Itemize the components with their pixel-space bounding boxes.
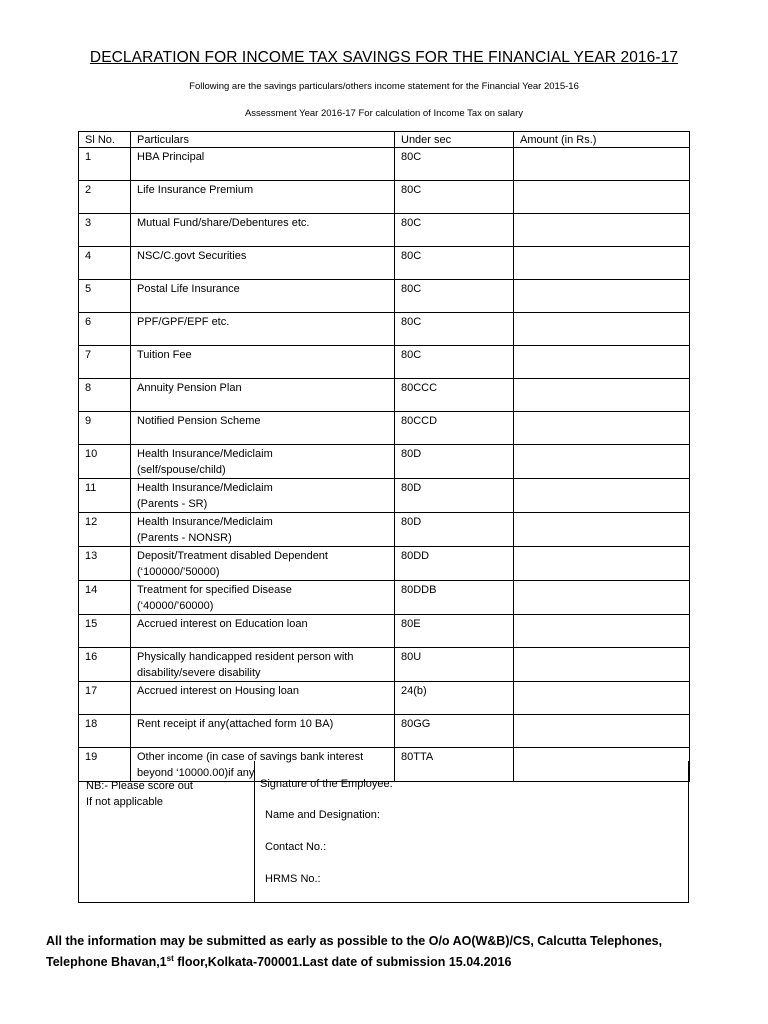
- particulars-line: (Parents - SR): [137, 497, 208, 510]
- cell-sl-no: 15: [79, 615, 131, 648]
- cell-particulars: [131, 379, 395, 412]
- note-superscript: st: [166, 954, 174, 963]
- cell-particulars: [131, 581, 395, 615]
- particulars-line: Health Insurance/Mediclaim: [137, 448, 273, 460]
- cell-under-sec: 80DDB: [395, 581, 514, 615]
- cell-amount[interactable]: [514, 214, 690, 247]
- cell-amount[interactable]: [514, 247, 690, 280]
- footer-box: [78, 761, 689, 903]
- particulars-line: (Parents - NONSR): [137, 531, 232, 544]
- table-header-row: [79, 132, 690, 148]
- particulars-line: (‘100000/’50000): [137, 565, 220, 578]
- cell-sl-no: 8: [79, 379, 131, 412]
- subtitle-financial-year: Following are the savings particulars/others income statement for the Financial Year 2015-16: [189, 81, 579, 92]
- cell-under-sec: 80E: [395, 615, 514, 648]
- table-body: [79, 148, 690, 782]
- submission-note: [46, 932, 726, 971]
- cell-sl-no: 18: [79, 715, 131, 748]
- cell-particulars: [131, 412, 395, 445]
- particulars-line: Accrued interest on Education loan: [137, 618, 308, 630]
- cell-sl-no: 17: [79, 682, 131, 715]
- cell-under-sec: 80C: [395, 148, 514, 181]
- cell-amount[interactable]: [514, 479, 690, 513]
- header-amount: Amount (in Rs.): [514, 132, 690, 148]
- cell-particulars: [131, 682, 395, 715]
- cell-particulars: [131, 280, 395, 313]
- cell-particulars: [131, 513, 395, 547]
- particulars-line: Health Insurance/Mediclaim: [137, 516, 273, 528]
- cell-particulars: [131, 648, 395, 682]
- particulars-line: Postal Life Insurance: [137, 283, 240, 295]
- nb-line-1: NB:- Please score out: [86, 780, 193, 792]
- particulars-line: Other income (in case of savings bank interest: [137, 751, 364, 763]
- particulars-line: Mutual Fund/share/Debentures etc.: [137, 217, 310, 229]
- cell-particulars: [131, 479, 395, 513]
- particulars-line: Physically handicapped resident person with: [137, 651, 354, 663]
- cell-amount[interactable]: [514, 379, 690, 412]
- header-particulars: Particulars: [131, 132, 395, 148]
- table-row: [79, 715, 690, 748]
- table-row: [79, 445, 690, 479]
- table-row: [79, 280, 690, 313]
- hrms-no-label: HRMS No.:: [265, 873, 321, 885]
- table-row: [79, 648, 690, 682]
- cell-sl-no: 2: [79, 181, 131, 214]
- cell-under-sec: 80CCC: [395, 379, 514, 412]
- table-row: [79, 247, 690, 280]
- cell-under-sec: 80U: [395, 648, 514, 682]
- table-row: [79, 346, 690, 379]
- cell-sl-no: 5: [79, 280, 131, 313]
- particulars-line: HBA Principal: [137, 151, 205, 163]
- cell-under-sec: 80TTA: [395, 748, 514, 782]
- particulars-line: Annuity Pension Plan: [137, 382, 242, 394]
- cell-amount[interactable]: [514, 412, 690, 445]
- cell-amount[interactable]: [514, 445, 690, 479]
- cell-sl-no: 10: [79, 445, 131, 479]
- header-sl-no: Sl No.: [79, 132, 131, 148]
- cell-under-sec: 80C: [395, 313, 514, 346]
- cell-particulars: [131, 214, 395, 247]
- signature-label: Signature of the Employee:: [260, 778, 393, 790]
- particulars-line: Health Insurance/Mediclaim: [137, 482, 273, 494]
- cell-sl-no: 11: [79, 479, 131, 513]
- cell-sl-no: 9: [79, 412, 131, 445]
- cell-sl-no: 14: [79, 581, 131, 615]
- cell-particulars: [131, 445, 395, 479]
- particulars-line: Tuition Fee: [137, 349, 192, 361]
- cell-sl-no: 4: [79, 247, 131, 280]
- cell-amount[interactable]: [514, 313, 690, 346]
- cell-sl-no: 16: [79, 648, 131, 682]
- cell-under-sec: 80D: [395, 479, 514, 513]
- particulars-line: NSC/C.govt Securities: [137, 250, 247, 262]
- cell-particulars: [131, 181, 395, 214]
- particulars-line: Deposit/Treatment disabled Dependent: [137, 550, 328, 562]
- table-row: [79, 513, 690, 547]
- contact-no-label: Contact No.:: [265, 841, 327, 853]
- cell-amount[interactable]: [514, 581, 690, 615]
- cell-amount[interactable]: [514, 615, 690, 648]
- cell-under-sec: 80GG: [395, 715, 514, 748]
- nb-line-2: If not applicable: [86, 796, 164, 808]
- cell-amount[interactable]: [514, 682, 690, 715]
- document-title: DECLARATION FOR INCOME TAX SAVINGS FOR THE FINANCIAL YEAR 2016-17: [89, 49, 679, 66]
- cell-particulars: [131, 313, 395, 346]
- cell-sl-no: 3: [79, 214, 131, 247]
- particulars-line: Accrued interest on Housing loan: [137, 685, 300, 697]
- particulars-line: beyond ‘10000.00)if any: [137, 766, 255, 779]
- cell-amount[interactable]: [514, 547, 690, 581]
- table-row: [79, 479, 690, 513]
- cell-under-sec: 80C: [395, 280, 514, 313]
- nb-note: [86, 778, 193, 810]
- cell-under-sec: 24(b): [395, 682, 514, 715]
- note-part-1: All the information may be submitted as early as possible to the O/o AO(W&B)/CS, Calcutta Telephones, Telephone Bhavan,1: [46, 934, 663, 970]
- cell-sl-no: 6: [79, 313, 131, 346]
- cell-sl-no: 7: [79, 346, 131, 379]
- cell-under-sec: 80C: [395, 214, 514, 247]
- cell-under-sec: 80DD: [395, 547, 514, 581]
- particulars-line: disability/severe disability: [137, 666, 261, 679]
- cell-sl-no: 19: [79, 748, 131, 782]
- cell-under-sec: 80C: [395, 181, 514, 214]
- subtitle-assessment-year: Assessment Year 2016-17 For calculation of Income Tax on salary: [244, 108, 524, 119]
- cell-under-sec: 80D: [395, 513, 514, 547]
- cell-particulars: [131, 715, 395, 748]
- cell-amount[interactable]: [514, 148, 690, 181]
- particulars-line: Notified Pension Scheme: [137, 415, 261, 427]
- particulars-line: Rent receipt if any(attached form 10 BA): [137, 718, 334, 730]
- cell-particulars: [131, 148, 395, 181]
- particulars-line: (self/spouse/child): [137, 463, 226, 476]
- cell-particulars: [131, 615, 395, 648]
- note-part-2: floor,Kolkata-700001.Last date of submission 15.04.2016: [173, 955, 512, 970]
- cell-sl-no: 12: [79, 513, 131, 547]
- particulars-line: Treatment for specified Disease: [137, 584, 292, 596]
- table-row: [79, 615, 690, 648]
- cell-under-sec: 80C: [395, 247, 514, 280]
- table-row: [79, 412, 690, 445]
- header-under-sec: Under sec: [395, 132, 514, 148]
- cell-under-sec: 80CCD: [395, 412, 514, 445]
- cell-sl-no: 13: [79, 547, 131, 581]
- nb-cell: [79, 761, 255, 902]
- table-row: [79, 682, 690, 715]
- table-row: [79, 581, 690, 615]
- particulars-line: Life Insurance Premium: [137, 184, 254, 196]
- cell-amount[interactable]: [514, 648, 690, 682]
- table-row: [79, 214, 690, 247]
- cell-particulars: [131, 247, 395, 280]
- table-row: [79, 379, 690, 412]
- cell-under-sec: 80D: [395, 445, 514, 479]
- table-row: [79, 547, 690, 581]
- cell-amount[interactable]: [514, 715, 690, 748]
- cell-amount[interactable]: [514, 181, 690, 214]
- cell-sl-no: 1: [79, 148, 131, 181]
- cell-amount[interactable]: [514, 280, 690, 313]
- name-designation-label: Name and Designation:: [265, 809, 380, 821]
- table-row: [79, 181, 690, 214]
- cell-under-sec: 80C: [395, 346, 514, 379]
- particulars-line: (‘40000/’60000): [137, 599, 214, 612]
- table-row: [79, 313, 690, 346]
- particulars-line: PPF/GPF/EPF etc.: [137, 316, 230, 328]
- cell-particulars: [131, 547, 395, 581]
- cell-amount[interactable]: [514, 346, 690, 379]
- cell-amount[interactable]: [514, 513, 690, 547]
- savings-table: [78, 131, 690, 782]
- table-row: [79, 148, 690, 181]
- cell-particulars: [131, 346, 395, 379]
